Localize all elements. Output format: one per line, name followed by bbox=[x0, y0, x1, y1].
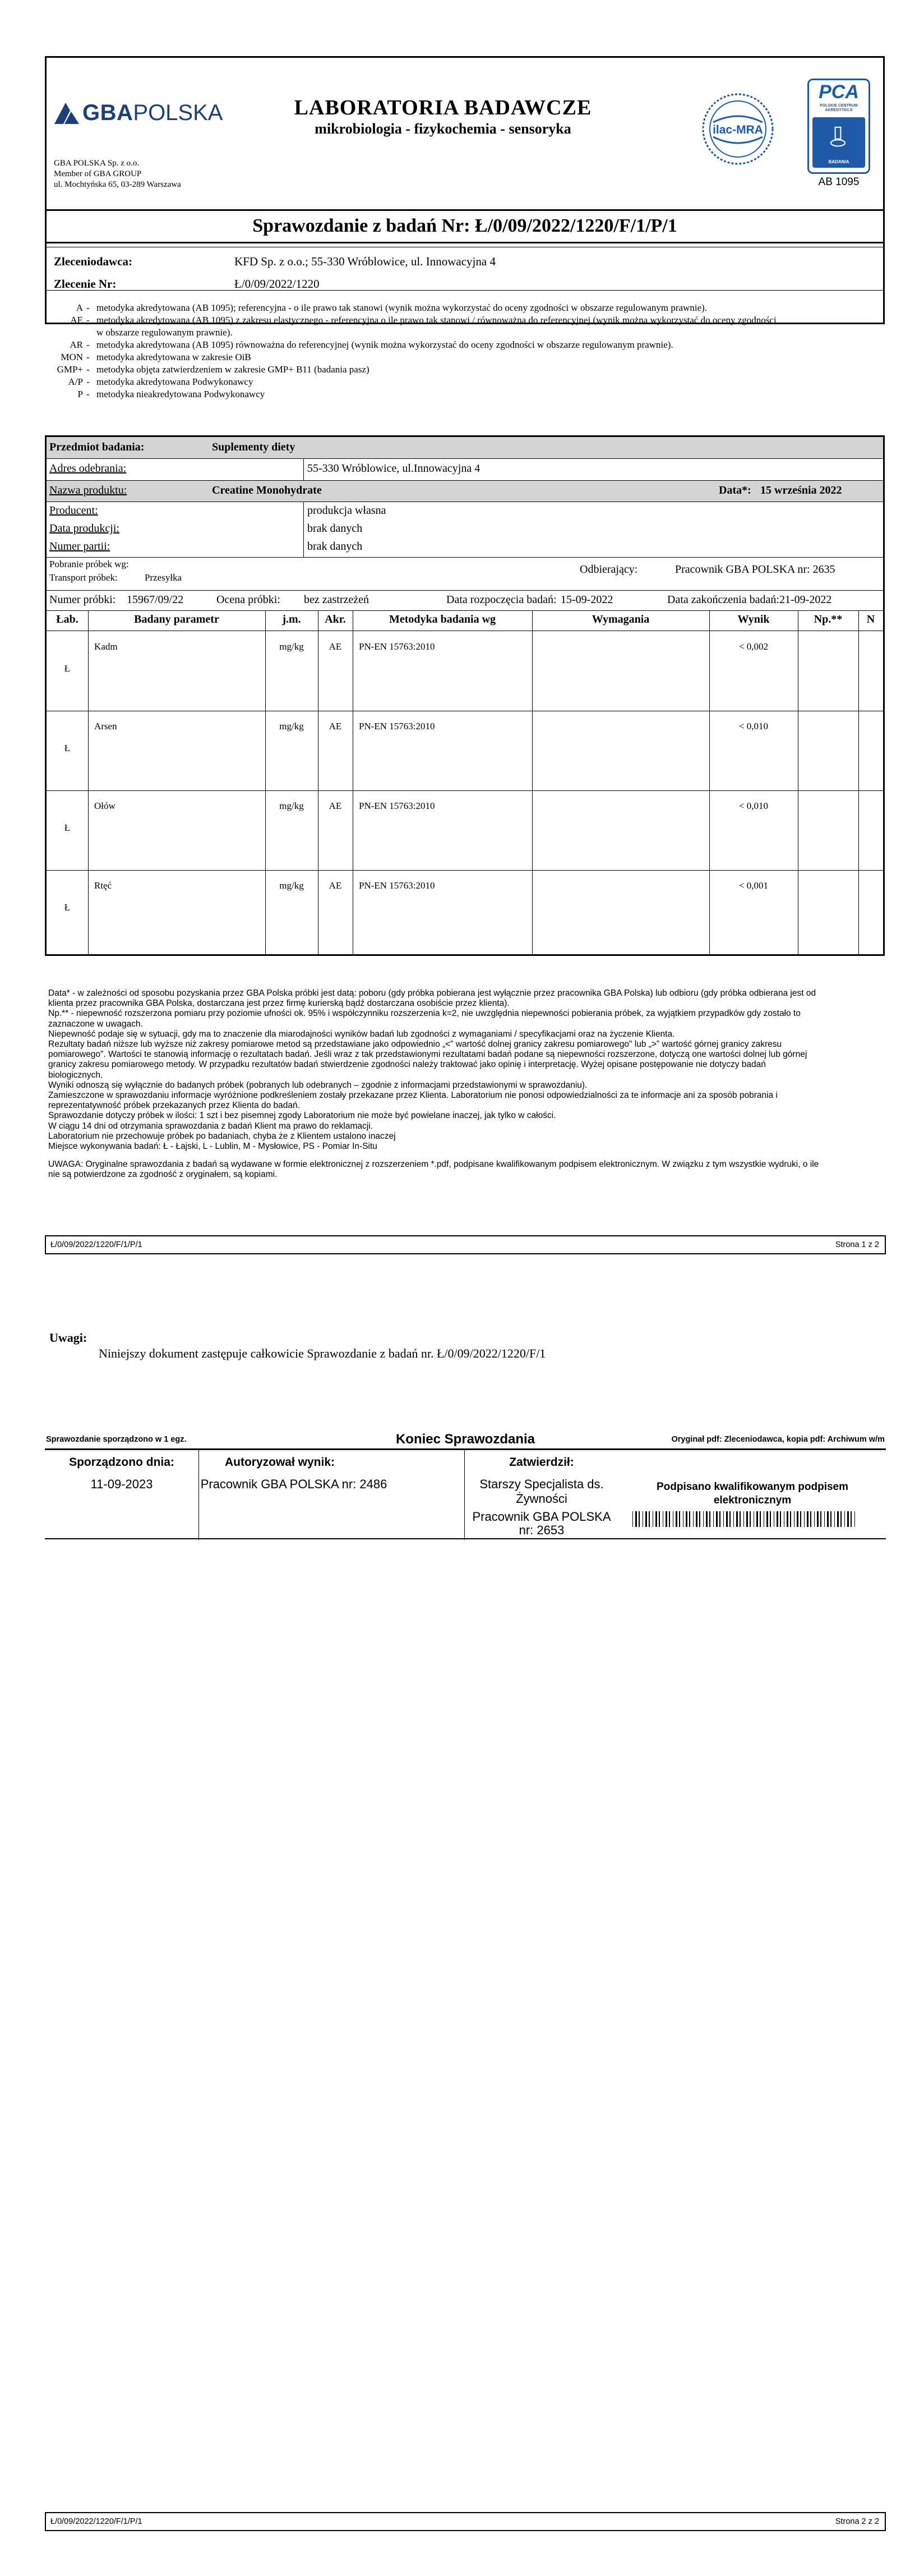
start-date-label: Data rozpoczęcia badań: bbox=[446, 594, 557, 606]
approved-line: Żywności bbox=[516, 1492, 567, 1506]
footnote-line: Zamieszczone w sprawozdaniu informacje wyróżnione podkreśleniem zostały przekazane przez Klienta. Laboratorium nie ponosi odpowiedzialności za te informacje ani za sposób pobrania i bbox=[48, 1091, 778, 1101]
legend-item: AE - metodyka akredytowana (AB 1095) z zakresu elastycznego - referencyjna o ile prawo tak stanowi / równoważna do referencyjnej (wynik można wykorzystać do oceny zgodności bbox=[45, 314, 886, 326]
table-row-akr: AE bbox=[329, 721, 342, 732]
footnote-line: Niepewność podaje się w sytuacji, gdy ma to znaczenie dla miarodajności wyników badań lub zgodności z wymaganiami / specyfikacjami oraz na życzenie Klienta. bbox=[48, 1029, 675, 1039]
th-uncertainty: Np.** bbox=[814, 613, 843, 625]
pca-small-line: AKREDYTACJI bbox=[825, 108, 853, 112]
end-of-report-title: Koniec Sprawozdania bbox=[395, 1432, 535, 1447]
barcode-bar bbox=[810, 1511, 811, 1527]
footnote-line: pomiarowego". Wartości te stanowią informację o rezultatach badań. Jeśli wraz z tak przedstawionymi rezultatami badań podane są niepewności rozszerzone, dotyczą one wartości dolnej lub górnej bbox=[48, 1050, 807, 1060]
barcode-bar bbox=[655, 1511, 657, 1527]
barcode-bar bbox=[800, 1511, 801, 1527]
end-date-value: 21-09-2022 bbox=[779, 594, 832, 606]
legend-code: P bbox=[77, 389, 83, 399]
barcode-bar bbox=[740, 1511, 741, 1527]
barcode-bar bbox=[851, 1511, 852, 1527]
barcode-bar bbox=[804, 1511, 805, 1527]
barcode-bar bbox=[807, 1511, 808, 1527]
order-value: Ł/0/09/2022/1220 bbox=[234, 277, 320, 291]
table-row-unit: mg/kg bbox=[279, 641, 304, 652]
start-date-value: 15-09-2022 bbox=[561, 594, 613, 606]
barcode-bar bbox=[766, 1511, 768, 1527]
subject-label: Przedmiot badania: bbox=[49, 441, 145, 453]
footnote-line: granicy zakresu pomiarowego metody. W przypadku rezultatów badań stwierdzenie zgodności należy traktować jako opinię i interpretację. Wyżej opisane postępowanie nie dotyczy badań bbox=[48, 1060, 766, 1070]
assessment-value: bez zastrzeżeń bbox=[304, 594, 369, 606]
barcode-bar bbox=[770, 1511, 771, 1527]
barcode-bar bbox=[666, 1511, 667, 1527]
barcode-bar bbox=[686, 1511, 687, 1527]
footnote-line: klienta przez pracownika GBA Polska, dostarczana jest przez firmę kurierską bądź dostarczana osobiście przez klienta). bbox=[48, 999, 510, 1009]
barcode-bar bbox=[830, 1511, 831, 1527]
page-footer-1 bbox=[45, 1235, 886, 1254]
lab-title: LABORATORIA BADAWCZE bbox=[294, 96, 592, 119]
barcode-bar bbox=[750, 1511, 751, 1527]
production-date-label: Data produkcji: bbox=[49, 522, 119, 535]
client-label: Zleceniodawca: bbox=[54, 255, 132, 268]
barcode-bar bbox=[639, 1511, 640, 1527]
e-signature-line: Podpisano kwalifikowanym podpisem bbox=[656, 1481, 849, 1493]
legend-text: metodyka akredytowana (AB 1095) z zakresu elastycznego - referencyjna o ile prawo tak stanowi / równoważna do referencyjnej (wynik można wykorzystać do oceny zgodności bbox=[96, 315, 777, 325]
remarks-label: Uwagi: bbox=[49, 1331, 87, 1345]
ilac-text: ilac-MRA bbox=[713, 123, 763, 136]
barcode-bar bbox=[689, 1511, 690, 1527]
order-label: Zlecenie Nr: bbox=[54, 277, 117, 291]
company-line: Member of GBA GROUP bbox=[54, 169, 142, 178]
table-row-result: < 0,010 bbox=[738, 801, 769, 811]
th-n: N bbox=[866, 613, 875, 625]
barcode-bar bbox=[733, 1511, 734, 1527]
e-signature-line: elektronicznym bbox=[713, 1494, 792, 1506]
table-row-param: Arsen bbox=[94, 721, 117, 732]
legend-text: metodyka objęta zatwierdzeniem w zakresie GMP+ B11 (badania pasz) bbox=[96, 364, 369, 375]
th-parameter: Badany parametr bbox=[134, 613, 219, 625]
sample-number-label: Numer próbki: bbox=[49, 594, 116, 606]
transport-value: Przesyłka bbox=[145, 572, 182, 583]
footnote-line: Laboratorium nie przechowuje próbek po badaniach, chyba że z Klientem ustalono inaczej bbox=[48, 1131, 396, 1141]
end-of-report-row bbox=[45, 1430, 886, 1448]
table-row-unit: mg/kg bbox=[279, 880, 304, 891]
barcode-bar bbox=[709, 1511, 710, 1527]
legend-item: P - metodyka nieakredytowana Podwykonawcy bbox=[45, 388, 886, 401]
batch-label: Numer partii: bbox=[49, 540, 110, 553]
footer-page-number: Strona 2 z 2 bbox=[835, 2517, 879, 2526]
sample-section bbox=[45, 435, 885, 956]
barcode-bar bbox=[632, 1511, 633, 1527]
footnotes bbox=[48, 988, 884, 1180]
uwaga-line: nie są potwierdzone za zgodność z oryginałem, są kopiami. bbox=[48, 1170, 278, 1180]
legend-text: w obszarze regulowanym prawnie). bbox=[96, 327, 233, 338]
footnote-line: Sprawozdanie dotyczy próbek w ilości: 1 szt i bez pisemnej zgody Laboratorium nie może być powielane inaczej, jak tylko w całości. bbox=[48, 1111, 556, 1121]
barcode-bar bbox=[756, 1511, 758, 1527]
th-accreditation: Akr. bbox=[325, 613, 346, 625]
barcode-bar bbox=[797, 1511, 798, 1527]
barcode-bar bbox=[814, 1511, 815, 1527]
authorized-value: Pracownik GBA POLSKA nr: 2486 bbox=[200, 1477, 387, 1491]
barcode-bar bbox=[729, 1511, 731, 1527]
footer-page-number: Strona 1 z 2 bbox=[835, 1240, 879, 1249]
table-row-param: Ołów bbox=[94, 801, 116, 811]
barcode-icon bbox=[632, 1511, 857, 1527]
table-row-akr: AE bbox=[329, 880, 342, 891]
legend-text: metodyka akredytowana Podwykonawcy bbox=[96, 376, 253, 387]
barcode-bar bbox=[719, 1511, 720, 1527]
barcode-bar bbox=[780, 1511, 781, 1527]
accreditation-legend bbox=[45, 302, 886, 401]
barcode-bar bbox=[736, 1511, 738, 1527]
table-row-param: Rtęć bbox=[94, 880, 112, 891]
barcode-bar bbox=[723, 1511, 724, 1527]
th-lab: Łab. bbox=[56, 613, 78, 625]
barcode-bar bbox=[787, 1511, 788, 1527]
receiver-label: Odbierający: bbox=[580, 563, 638, 576]
barcode-bar bbox=[669, 1511, 670, 1527]
legend-code: A/P bbox=[68, 376, 83, 387]
table-row-param: Kadm bbox=[94, 641, 118, 652]
legend-item: MON - metodyka akredytowana w zakresie OiB bbox=[45, 351, 886, 364]
transport-label: Transport próbek: bbox=[49, 572, 118, 583]
product-band bbox=[47, 480, 883, 502]
footnote-line: biologicznych. bbox=[48, 1070, 103, 1080]
legend-code: MON bbox=[61, 352, 83, 362]
sample-number-value: 15967/09/22 bbox=[127, 594, 184, 606]
table-row-unit: mg/kg bbox=[279, 801, 304, 811]
company-address bbox=[54, 158, 181, 190]
title-divider bbox=[47, 242, 883, 243]
barcode-bar bbox=[693, 1511, 694, 1527]
client-value: KFD Sp. z o.o.; 55-330 Wróblowice, ul. Innowacyjna 4 bbox=[234, 255, 496, 268]
barcode-bar bbox=[817, 1511, 819, 1527]
uwaga-line: UWAGA: Oryginalne sprawozdania z badań są wydawane w formie elektronicznej z rozszerzeniem *.pdf, podpisane kwalifikowanym podpisem elektronicznym. W związku z tym wszystkie wydruki, o ile bbox=[48, 1160, 819, 1170]
legend-item: A/P - metodyka akredytowana Podwykonawcy bbox=[45, 376, 886, 388]
remarks-text: Niniejszy dokument zastępuje całkowicie Sprawozdanie z badań nr. Ł/0/09/2022/1220/F/1 bbox=[99, 1346, 546, 1360]
footnote-line: Np.** - niepewność rozszerzona pomiaru przy poziomie ufności ok. 95% i współczynniku rozszerzenia k=2, nie uwzględnia niepewności pobierania próbek, za wyjątkiem przypadków gdy zostało to bbox=[48, 1009, 801, 1019]
barcode-bar bbox=[679, 1511, 680, 1527]
address-value: 55-330 Wróblowice, ul.Innowacyjna 4 bbox=[307, 462, 481, 475]
pca-logo bbox=[807, 79, 870, 174]
legend-code: A bbox=[76, 302, 83, 313]
producer-label: Producent: bbox=[49, 504, 98, 517]
legend-item: A - metodyka akredytowana (AB 1095); referencyjna - o ile prawo tak stanowi (wynik można wykorzystać do oceny zgodności w obszarze regulowanym prawnie). bbox=[45, 302, 886, 314]
legend-code: GMP+ bbox=[57, 364, 83, 375]
report-title: Sprawozdanie z badań Nr: Ł/0/09/2022/1220/F/1/P/1 bbox=[252, 215, 677, 236]
subject-band bbox=[47, 437, 883, 458]
flask-icon bbox=[820, 125, 860, 150]
approved-line: Pracownik GBA POLSKA bbox=[472, 1510, 611, 1524]
barcode-bar bbox=[847, 1511, 849, 1527]
header-divider bbox=[47, 209, 883, 211]
producer-value: produkcja własna bbox=[307, 504, 386, 517]
th-method: Metodyka badania wg bbox=[389, 613, 496, 625]
table-row-method: PN-EN 15763:2010 bbox=[359, 801, 435, 811]
date-value: 15 września 2022 bbox=[760, 484, 842, 496]
table-row-lab: Ł bbox=[64, 743, 71, 753]
prepared-value: 11-09-2023 bbox=[90, 1477, 153, 1491]
page-footer-2 bbox=[45, 2512, 886, 2531]
barcode-bar bbox=[676, 1511, 677, 1527]
table-row-akr: AE bbox=[329, 801, 342, 811]
barcode-bar bbox=[726, 1511, 728, 1527]
legend-item: GMP+ - metodyka objęta zatwierdzeniem w zakresie GMP+ B11 (badania pasz) bbox=[45, 364, 886, 376]
footnote-line: Wyniki odnoszą się wyłącznie do badanych próbek (pobranych lub odebranych – zgodnie z informacjami przedstawionymi w sprawozdaniu). bbox=[48, 1080, 588, 1090]
table-row-lab: Ł bbox=[64, 663, 71, 674]
footnote-line: Rezultaty badań niższe lub wyższe niż zakresy pomiarowe metod są przedstawiane jako odpowiednio „<” wartość dolnej granicy zakresu pomiarowego" lub „>” wartość górnej granicy zakresu bbox=[48, 1039, 782, 1050]
legend-text: metodyka akredytowana w zakresie OiB bbox=[96, 352, 251, 362]
approved-label: Zatwierdził: bbox=[509, 1456, 574, 1469]
barcode-bar bbox=[840, 1511, 842, 1527]
barcode-bar bbox=[659, 1511, 660, 1527]
legend-text: metodyka akredytowana (AB 1095) równoważna do referencyjnej (wynik można wykorzystać do oceny zgodności w obszarze regulowanym prawnie). bbox=[96, 339, 673, 350]
barcode-bar bbox=[777, 1511, 778, 1527]
barcode-bar bbox=[649, 1511, 650, 1527]
barcode-bar bbox=[706, 1511, 708, 1527]
barcode-bar bbox=[696, 1511, 697, 1527]
pca-badania: BADANIA bbox=[828, 159, 849, 164]
assessment-label: Ocena próbki: bbox=[216, 594, 280, 606]
legend-text: metodyka akredytowana (AB 1095); referencyjna - o ile prawo tak stanowi (wynik można wykorzystać do oceny zgodności w obszarze regulowanym prawnie). bbox=[96, 302, 708, 313]
authorized-label: Autoryzował wynik: bbox=[224, 1456, 335, 1469]
footnote-line: Data* - w zależności od sposobu pozyskania przez GBA Polska próbki jest datą: poboru (gdy próbka pobierana jest wyłącznie przez pracownika GBA Polska) lub odbioru (gdy próbka odbierana jest od bbox=[48, 988, 816, 998]
barcode-bar bbox=[703, 1511, 704, 1527]
client-divider bbox=[47, 290, 883, 291]
barcode-bar bbox=[746, 1511, 748, 1527]
batch-value: brak danych bbox=[307, 540, 363, 553]
logo-polska-text: POLSKA bbox=[133, 100, 223, 125]
table-row-method: PN-EN 15763:2010 bbox=[359, 721, 435, 732]
th-result: Wynik bbox=[737, 613, 770, 625]
ilac-mra-logo-icon bbox=[700, 91, 776, 167]
barcode-bar bbox=[743, 1511, 744, 1527]
barcode-bar bbox=[760, 1511, 761, 1527]
table-row-method: PN-EN 15763:2010 bbox=[359, 880, 435, 891]
sampling-label: Pobranie próbek wg: bbox=[49, 559, 129, 569]
legend-code: AR bbox=[70, 339, 83, 350]
product-value: Creatine Monohydrate bbox=[212, 484, 322, 496]
company-line: GBA POLSKA Sp. z o.o. bbox=[54, 159, 140, 168]
footnote-line: Miejsce wykonywania badań: Ł - Łajski, L - Lublin, M - Mysłowice, PS - Pomiar In-Situ bbox=[48, 1142, 377, 1152]
barcode-bar bbox=[716, 1511, 718, 1527]
footnote-line: W ciągu 14 dni od otrzymania sprawozdania z badań Klient ma prawo do reklamacji. bbox=[48, 1121, 373, 1131]
original-note: Oryginał pdf: Zleceniodawca, kopia pdf: Archiwum w/m bbox=[671, 1435, 885, 1444]
barcode-bar bbox=[837, 1511, 839, 1527]
approved-line: nr: 2653 bbox=[519, 1523, 565, 1537]
th-unit: j.m. bbox=[282, 613, 301, 625]
footnote-line: reprezentatywność próbek przekazanych przez Klienta do badań. bbox=[48, 1101, 300, 1111]
legend-code bbox=[45, 326, 86, 339]
company-line: ul. Mochtyńska 65, 03-289 Warszawa bbox=[54, 180, 181, 189]
barcode-bar bbox=[645, 1511, 647, 1527]
table-row-result: < 0,010 bbox=[738, 721, 769, 732]
barcode-bar bbox=[827, 1511, 829, 1527]
address-label: Adres odebrania: bbox=[49, 462, 127, 475]
footnote-line: zaznaczone w uwagach. bbox=[48, 1019, 143, 1029]
barcode-bar bbox=[820, 1511, 821, 1527]
lab-subtitle: mikrobiologia - fizykochemia - sensoryka bbox=[315, 121, 571, 137]
receiver-value: Pracownik GBA POLSKA nr: 2635 bbox=[675, 563, 835, 576]
end-date-label: Data zakończenia badań: bbox=[667, 594, 779, 606]
gba-logo-mark-icon bbox=[53, 99, 82, 126]
legend-code: AE bbox=[70, 315, 83, 325]
pca-letters: PCA bbox=[819, 81, 859, 103]
pca-small-line: POLSKIE CENTRUM bbox=[820, 104, 858, 108]
copies-note: Sprawozdanie sporządzono w 1 egz. bbox=[46, 1435, 187, 1444]
legend-item: AR - metodyka akredytowana (AB 1095) równoważna do referencyjnej (wynik można wykorzystać do oceny zgodności w obszarze regulowanym prawnie). bbox=[45, 339, 886, 351]
barcode-bar bbox=[824, 1511, 825, 1527]
table-row-lab: Ł bbox=[64, 902, 71, 913]
barcode-bar bbox=[834, 1511, 835, 1527]
subject-value: Suplementy diety bbox=[212, 441, 295, 453]
footer-report-number: Ł/0/09/2022/1220/F/1/P/1 bbox=[50, 2517, 142, 2526]
gba-logo bbox=[53, 96, 227, 129]
prepared-label: Sporządzono dnia: bbox=[69, 1456, 174, 1469]
logo-gba-text: GBA bbox=[82, 100, 133, 125]
table-row-akr: AE bbox=[329, 641, 342, 652]
barcode-bar bbox=[790, 1511, 791, 1527]
approved-line: Starszy Specjalista ds. bbox=[479, 1477, 604, 1491]
barcode-bar bbox=[699, 1511, 700, 1527]
product-label: Nazwa produktu: bbox=[49, 484, 127, 496]
table-row-lab: Ł bbox=[64, 822, 71, 833]
barcode-bar bbox=[713, 1511, 714, 1527]
legend-item bbox=[45, 326, 886, 339]
pca-badge bbox=[812, 117, 865, 168]
table-row-unit: mg/kg bbox=[279, 721, 304, 732]
table-row-result: < 0,001 bbox=[738, 880, 769, 891]
table-row-result: < 0,002 bbox=[738, 641, 769, 652]
th-requirements: Wymagania bbox=[592, 613, 650, 625]
table-row-method: PN-EN 15763:2010 bbox=[359, 641, 435, 652]
barcode-bar bbox=[635, 1511, 637, 1527]
date-label: Data*: bbox=[719, 484, 751, 496]
production-date-value: brak danych bbox=[307, 522, 363, 535]
legend-text: metodyka nieakredytowana Podwykonawcy bbox=[96, 389, 265, 399]
barcode-bar bbox=[844, 1511, 845, 1527]
accreditation-code: AB 1095 bbox=[818, 176, 860, 188]
footer-report-number: Ł/0/09/2022/1220/F/1/P/1 bbox=[50, 1240, 142, 1249]
barcode-bar bbox=[854, 1511, 855, 1527]
